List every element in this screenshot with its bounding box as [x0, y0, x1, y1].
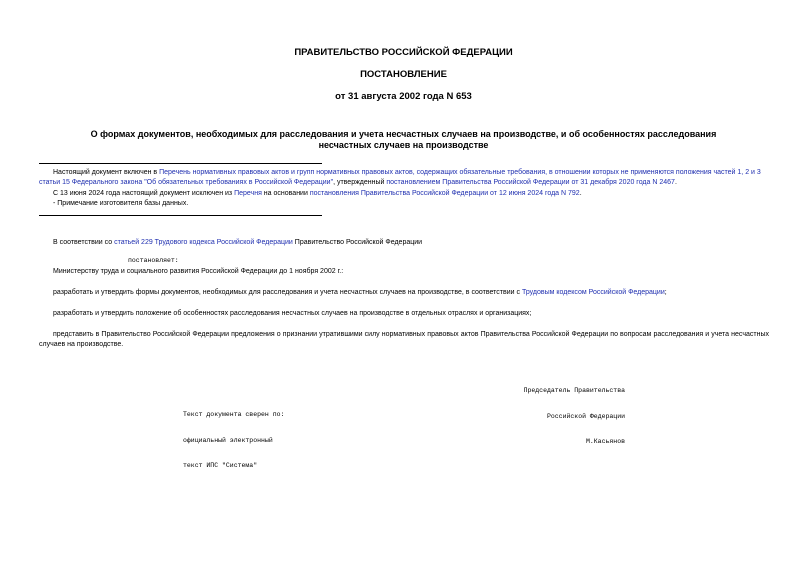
signature-line-2: Российской Федерации: [546, 412, 625, 420]
note-p1-link-list[interactable]: Перечень нормативных правовых актов и групп нормативных правовых актов, содержащих обязательные требования, в отношении которых не применяются положения частей 1, 2 и 3 статьи 15 Федерального закона "Об обязательных требованиях в Российской Федерации": [39, 169, 761, 186]
title-line-2: несчастных случаев на производстве: [318, 140, 489, 150]
verification-line-2: официальный электронный: [183, 436, 273, 444]
date-number-heading: от 31 августа 2002 года N 653: [335, 91, 472, 102]
intro-text-a: В соответствии со: [53, 239, 115, 246]
signature-block: [480, 370, 625, 464]
note-p2-link-decree[interactable]: постановления Правительства Российской Федерации от 12 июня 2024 года N 792: [309, 190, 580, 197]
item-ministry: Министерству труда и социального развития Российской Федерации до 1 ноября 2002 г.:: [53, 268, 344, 275]
note-p2-link-list[interactable]: Перечня: [234, 190, 262, 197]
doc-type-heading: ПОСТАНОВЛЕНИЕ: [360, 69, 447, 80]
verification-line-1: Текст документа сверен по:: [183, 411, 285, 418]
signature-line-1: Председатель Правительства: [523, 387, 625, 394]
item2-text-b: ;: [664, 289, 667, 296]
intro-text-b: Правительство Российской Федерации: [292, 239, 423, 246]
verification-line-3: текст ИПС "Система": [183, 462, 258, 469]
note-p1-link-decree[interactable]: постановлением Правительства Российской Федерации от 31 декабря 2020 года N 2467: [386, 179, 675, 186]
title-line-1: О формах документов, необходимых для расследования и учета несчастных случаев на производстве, и об особенностях расследования: [90, 129, 717, 139]
note-p2-text-b: на основании: [261, 190, 310, 197]
note-p2-text-c: .: [579, 190, 582, 197]
note-paragraph-2: [39, 189, 769, 199]
intro-paragraph: [39, 238, 769, 248]
item2-link-labor-code[interactable]: Трудовым кодексом Российской Федерации: [521, 289, 665, 296]
note-p1-text-a: Настоящий документ включен в: [53, 169, 160, 176]
item-submit-proposals: представить в Правительство Российской Федерации предложения о признании утратившими силу нормативных правовых актов Правительства Российской Федерации по вопросам расследования и учета несчастных случаев на производстве.: [39, 331, 769, 348]
note-paragraph-1: [39, 168, 769, 188]
signature-line-3: М.Касьянов: [585, 438, 625, 445]
note-p1-text-c: .: [674, 179, 677, 186]
item2-text-a: разработать и утвердить формы документов, необходимых для расследования и учета несчастных случаев на производстве, в соответствии с: [53, 289, 522, 296]
government-heading: ПРАВИТЕЛЬСТВО РОССИЙСКОЙ ФЕДЕРАЦИИ: [294, 47, 513, 58]
document-title: [80, 129, 727, 151]
item-develop-regulation: разработать и утвердить положение об особенностях расследования несчастных случаев на производстве в отдельных отраслях и организациях;: [53, 310, 532, 317]
verification-block: [183, 394, 284, 488]
intro-link-article[interactable]: статьей 229 Трудового кодекса Российской Федерации: [114, 239, 293, 246]
note-p1-text-b: , утвержденный: [333, 179, 387, 186]
note-p2-text-a: С 13 июня 2024 года настоящий документ исключен из: [53, 190, 235, 197]
note-bottom-rule: [39, 215, 322, 216]
item-develop-forms: [39, 288, 769, 298]
decrees-word: постановляет:: [128, 257, 179, 264]
note-top-rule: [39, 163, 322, 164]
note-paragraph-3: - Примечание изготовителя базы данных.: [53, 200, 189, 207]
